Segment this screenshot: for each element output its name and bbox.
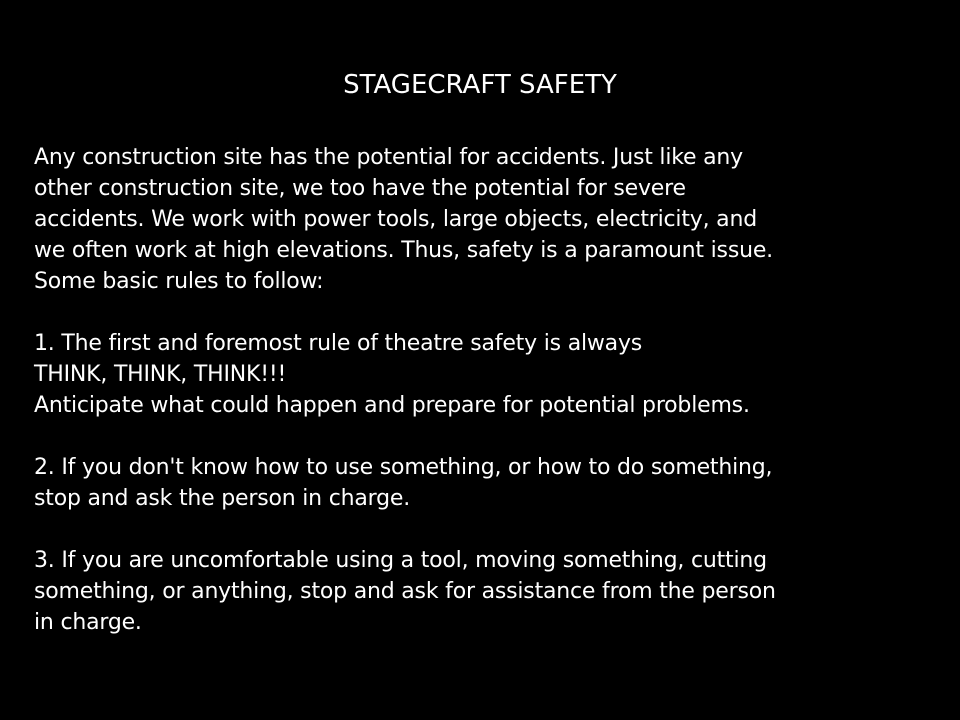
slide-title: STAGECRAFT SAFETY bbox=[343, 70, 617, 100]
rule-2 bbox=[34, 452, 934, 514]
rule-1-line: Anticipate what could happen and prepare for potential problems. bbox=[34, 393, 750, 418]
intro-line: accidents. We work with power tools, large objects, electricity, and bbox=[34, 207, 757, 232]
rule-1-line: 1. The first and foremost rule of theatre safety is always bbox=[34, 331, 643, 356]
paragraph-gap bbox=[34, 514, 934, 545]
rule-1 bbox=[34, 328, 934, 421]
rule-1-line: THINK, THINK, THINK!!! bbox=[34, 362, 287, 387]
paragraph-gap bbox=[34, 297, 934, 328]
slide-body bbox=[34, 142, 934, 638]
rule-3-line: in charge. bbox=[34, 610, 142, 635]
rule-2-line: stop and ask the person in charge. bbox=[34, 486, 410, 511]
intro-line: we often work at high elevations. Thus, safety is a paramount issue. bbox=[34, 238, 773, 263]
rule-3-line: something, or anything, stop and ask for assistance from the person bbox=[34, 579, 776, 604]
paragraph-gap bbox=[34, 421, 934, 452]
rule-3 bbox=[34, 545, 934, 638]
intro-line: Any construction site has the potential for accidents. Just like any bbox=[34, 145, 743, 170]
intro-paragraph bbox=[34, 142, 934, 297]
rule-2-line: 2. If you don't know how to use something, or how to do something, bbox=[34, 455, 773, 480]
intro-line: other construction site, we too have the potential for severe bbox=[34, 176, 686, 201]
rule-3-line: 3. If you are uncomfortable using a tool, moving something, cutting bbox=[34, 548, 767, 573]
intro-line: Some basic rules to follow: bbox=[34, 269, 324, 294]
